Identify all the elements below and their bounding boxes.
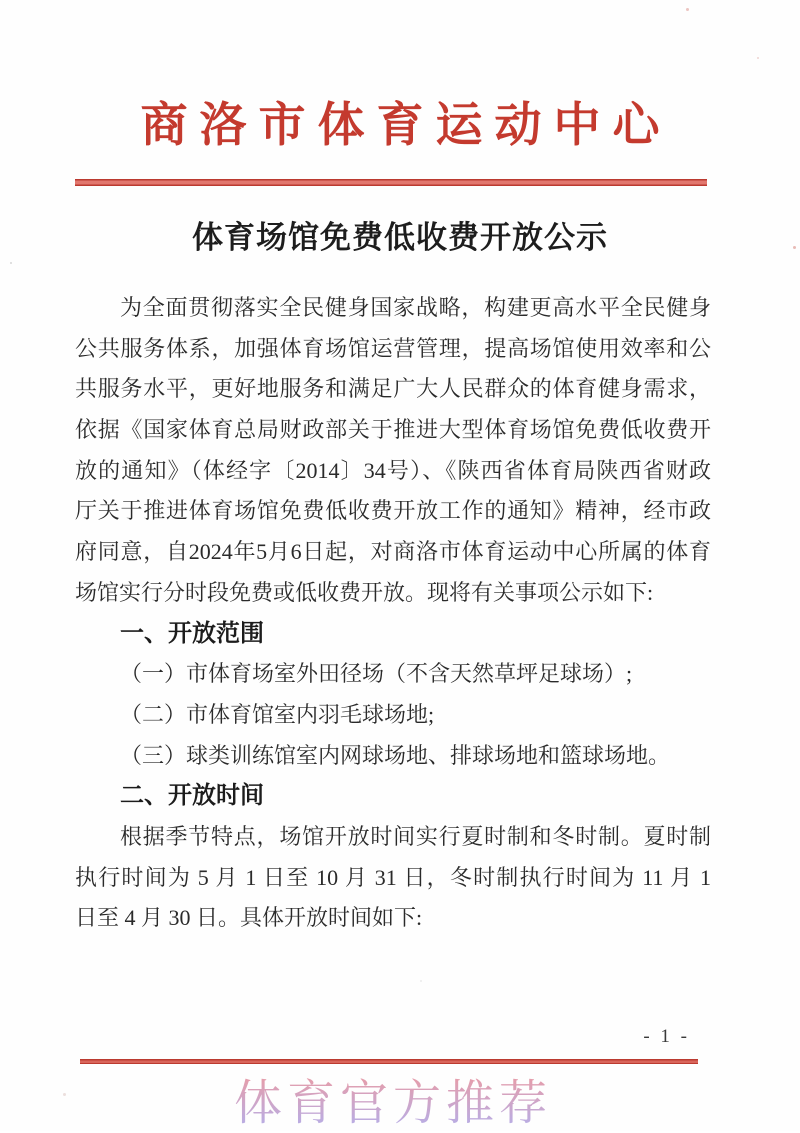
body-line: 日至 4 月 30 日。具体开放时间如下: xyxy=(75,905,423,931)
document-title: 体育场馆免费低收费开放公示 xyxy=(192,220,608,255)
body-line: 共服务水平，更好地服务和满足广大人民群众的体育健身需求， xyxy=(75,376,711,402)
section-heading-open-scope: 一、开放范围 xyxy=(120,619,264,647)
body-line: （二）市体育馆室内羽毛球场地; xyxy=(120,701,435,727)
body-line: 为全面贯彻落实全民健身国家战略，构建更高水平全民健身 xyxy=(120,295,711,320)
body-line: 场馆实行分时段免费或低收费开放。现将有关事项公示如下: xyxy=(75,579,654,605)
body-line: 厅关于推进体育场馆免费低收费开放工作的通知》精神，经市政 xyxy=(75,498,711,524)
body-line: （一）市体育场室外田径场（不含天然草坪足球场）; xyxy=(120,661,633,687)
letterhead-org-title: 商洛市体育运动中心 xyxy=(140,100,672,152)
scan-speck xyxy=(757,57,759,59)
section-heading-open-hours: 二、开放时间 xyxy=(120,782,264,810)
body-line: （三）球类训练馆室内网球场地、排球场地和篮球场地。 xyxy=(120,742,671,768)
body-line: 根据季节特点，场馆开放时间实行夏时制和冬时制。夏时制 xyxy=(120,823,711,849)
footer-rule xyxy=(80,1059,698,1064)
scan-speck xyxy=(686,8,689,11)
body-line: 府同意，自2024年5月6日起，对商洛市体育运动中心所属的体育 xyxy=(75,539,711,565)
scan-speck xyxy=(793,246,796,249)
scan-speck xyxy=(420,980,422,982)
document-body xyxy=(75,288,711,939)
body-line: 放的通知》（体经字〔2014〕34号）、《陕西省体育局陕西省财政 xyxy=(75,457,711,483)
body-line: 执行时间为 5 月 1 日至 10 月 31 日，冬时制执行时间为 11 月 1 xyxy=(75,864,711,890)
body-line: 依据《国家体育总局财政部关于推进大型体育场馆免费低收费开 xyxy=(75,417,711,443)
scan-speck xyxy=(10,262,12,264)
watermark-text: 体育官方推荐 xyxy=(0,1064,793,1133)
body-line: 公共服务体系，加强体育场馆运营管理，提高场馆使用效率和公 xyxy=(75,335,711,361)
letterhead-rule xyxy=(75,179,707,186)
page-number: - 1 - xyxy=(643,1026,690,1047)
